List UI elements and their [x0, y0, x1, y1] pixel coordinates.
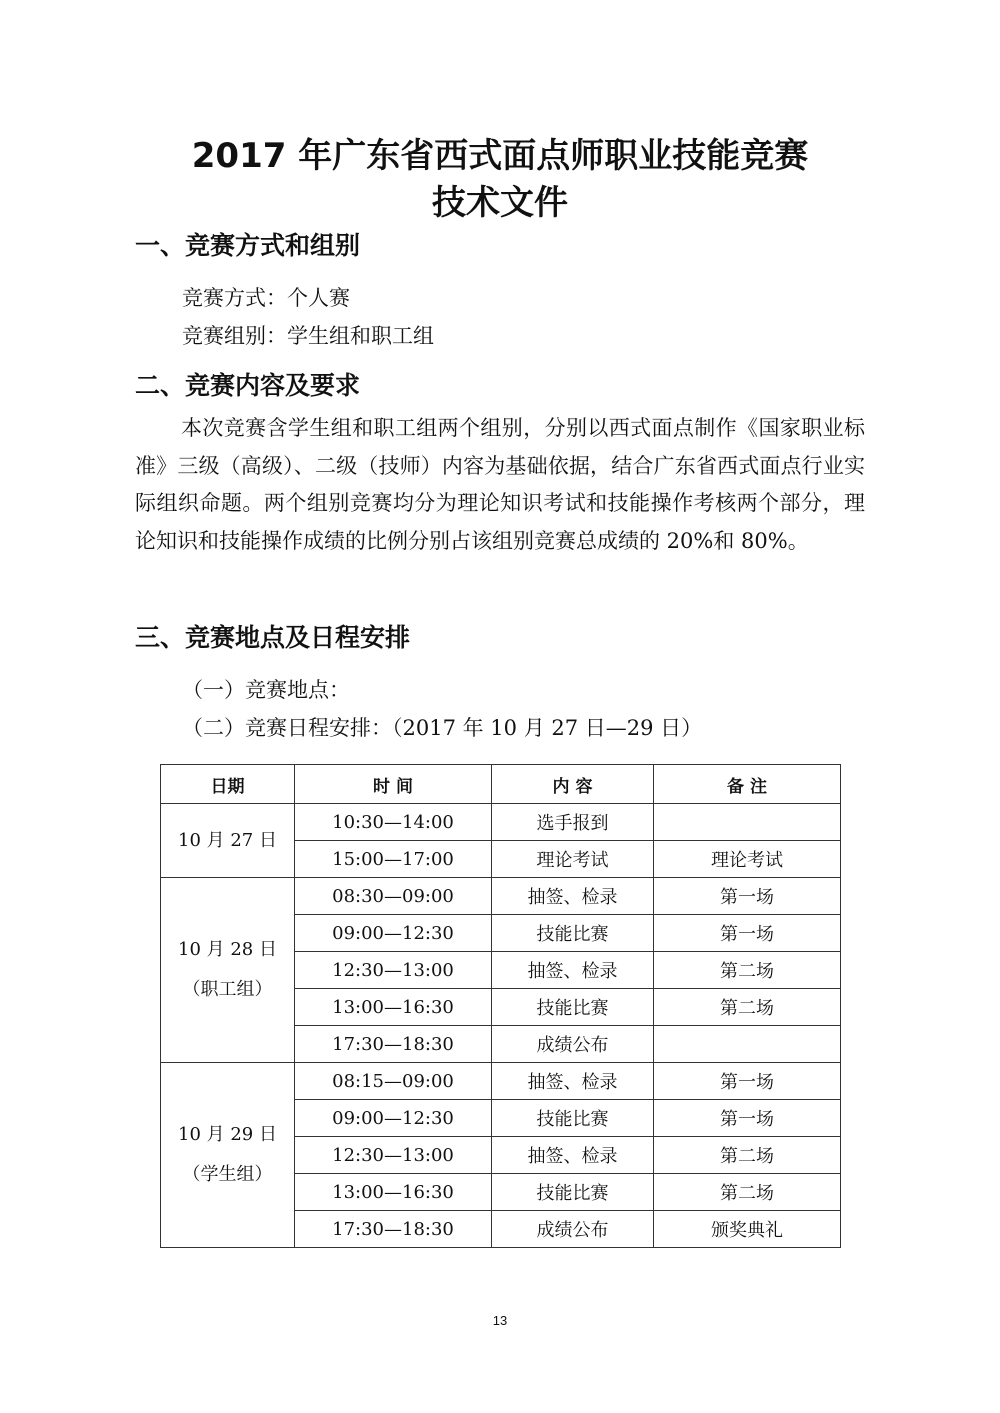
section2-heading: 二、竞赛内容及要求: [135, 371, 361, 400]
date-cell: [161, 804, 295, 878]
doc-title-line2: 技术文件: [432, 183, 568, 223]
group-text: （职工组）: [182, 979, 273, 1000]
group-text: （学生组）: [182, 1164, 273, 1185]
time-cell: 08:30—09:00: [295, 878, 492, 915]
date-text: 10 月 29 日: [178, 1124, 277, 1145]
table-row: [161, 804, 841, 841]
content-cell: 技能比赛: [492, 1174, 654, 1211]
content-cell: 抽签、检录: [492, 1137, 654, 1174]
date-cell: [161, 878, 295, 1063]
note-cell: 第二场: [654, 989, 841, 1026]
date-text: 10 月 27 日: [178, 829, 277, 851]
note-cell: 第一场: [654, 878, 841, 915]
note-cell: 第一场: [654, 1100, 841, 1137]
competition-mode-line: 竞赛方式：个人赛: [182, 286, 350, 310]
content-cell: 理论考试: [492, 841, 654, 878]
table-row: [161, 878, 841, 915]
section3-heading: 三、竞赛地点及日程安排: [135, 623, 411, 652]
table-row: [161, 1063, 841, 1100]
page-number: 13: [492, 1313, 508, 1328]
time-cell: 09:00—12:30: [295, 915, 492, 952]
note-cell: 理论考试: [654, 841, 841, 878]
content-cell: 成绩公布: [492, 1026, 654, 1063]
table-header-row: [161, 765, 841, 804]
note-cell: 第二场: [654, 1174, 841, 1211]
content-cell: 抽签、检录: [492, 952, 654, 989]
content-cell: 抽签、检录: [492, 1063, 654, 1100]
note-cell: [654, 804, 841, 841]
time-cell: 08:15—09:00: [295, 1063, 492, 1100]
time-cell: 12:30—13:00: [295, 952, 492, 989]
header-date: 日期: [161, 765, 295, 804]
time-cell: 17:30—18:30: [295, 1211, 492, 1248]
time-cell: 13:00—16:30: [295, 1174, 492, 1211]
schedule-table: [160, 764, 841, 1248]
content-cell: 技能比赛: [492, 1100, 654, 1137]
header-note: 备 注: [654, 765, 841, 804]
time-cell: 15:00—17:00: [295, 841, 492, 878]
note-cell: 颁奖典礼: [654, 1211, 841, 1248]
content-cell: 选手报到: [492, 804, 654, 841]
time-cell: 17:30—18:30: [295, 1026, 492, 1063]
venue-line: （一）竞赛地点：: [182, 678, 350, 702]
section2-paragraph: 本次竞赛含学生组和职工组两个组别，分别以西式面点制作《国家职业标准》三级（高级）、二级（技师）内容为基础依据，结合广东省西式面点行业实际组织命题。两个组别竞赛均分为理论知识考试和技能操作考核两个部分，理论知识和技能操作成绩的比例分别占该组别竞赛总成绩的 20%和 80%。: [135, 416, 865, 553]
time-cell: 13:00—16:30: [295, 989, 492, 1026]
date-cell: [161, 1063, 295, 1248]
note-cell: 第一场: [654, 1063, 841, 1100]
content-cell: 抽签、检录: [492, 878, 654, 915]
section1-heading: 一、竞赛方式和组别: [135, 231, 361, 260]
time-cell: 10:30—14:00: [295, 804, 492, 841]
content-cell: 技能比赛: [492, 989, 654, 1026]
note-cell: 第一场: [654, 915, 841, 952]
schedule-line: （二）竞赛日程安排：（2017 年 10 月 27 日—29 日）: [182, 716, 703, 740]
content-cell: 技能比赛: [492, 915, 654, 952]
header-time: 时 间: [295, 765, 492, 804]
note-cell: 第二场: [654, 952, 841, 989]
content-cell: 成绩公布: [492, 1211, 654, 1248]
header-content: 内 容: [492, 765, 654, 804]
note-cell: [654, 1026, 841, 1063]
competition-group-line: 竞赛组别：学生组和职工组: [182, 324, 434, 348]
date-text: 10 月 28 日: [178, 939, 277, 960]
time-cell: 12:30—13:00: [295, 1137, 492, 1174]
time-cell: 09:00—12:30: [295, 1100, 492, 1137]
doc-title-line1: 2017 年广东省西式面点师职业技能竞赛: [191, 136, 809, 176]
note-cell: 第二场: [654, 1137, 841, 1174]
